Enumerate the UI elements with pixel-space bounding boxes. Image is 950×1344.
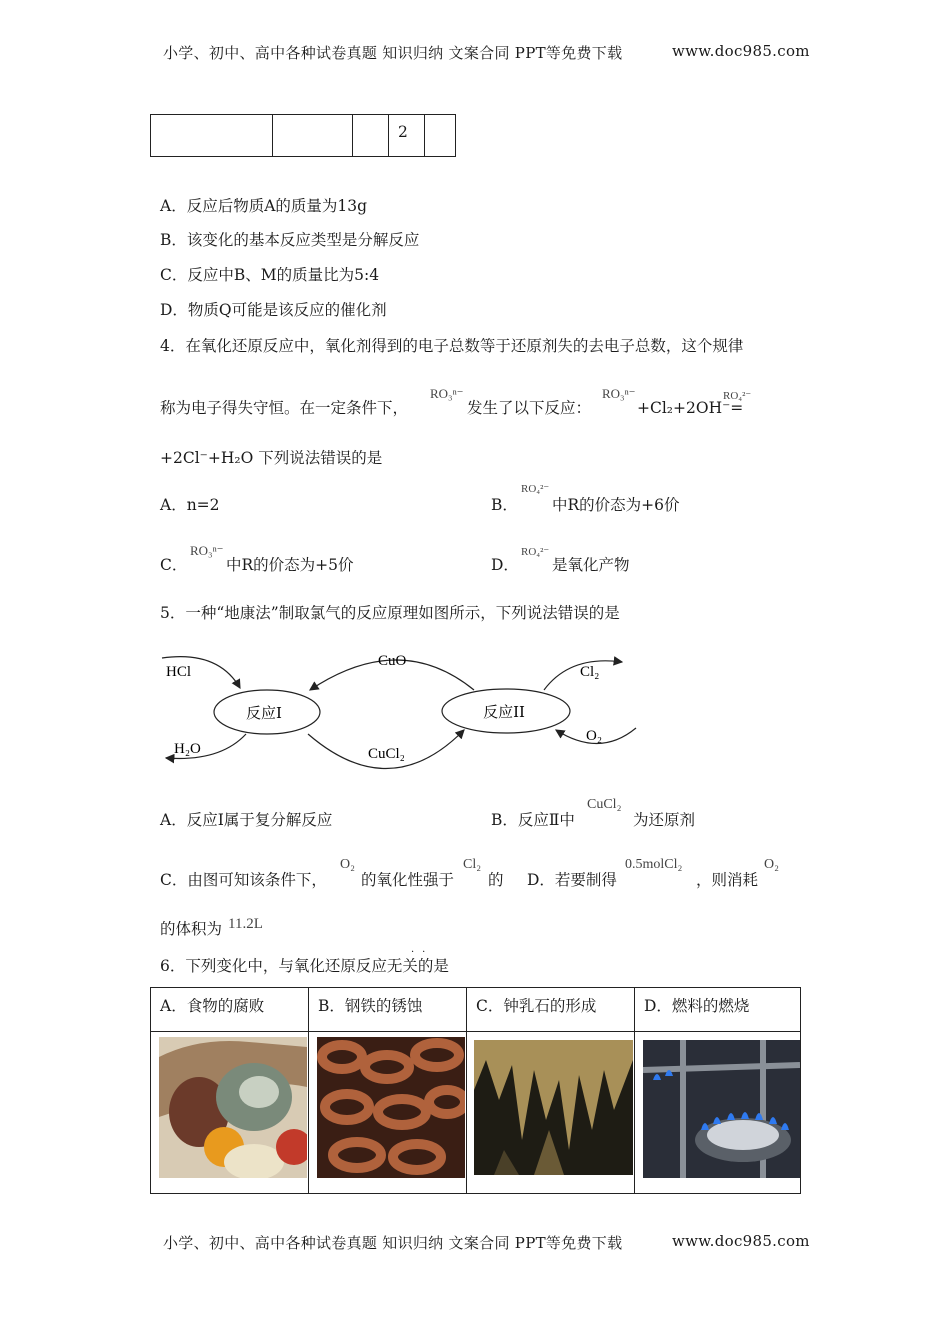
q4-option-c-label: C． (160, 556, 188, 574)
table-cell-value: 2 (398, 123, 408, 141)
q4-option-d-label: D． (491, 556, 519, 574)
q6-option-b: B．钢铁的锈蚀 (318, 997, 423, 1015)
formula-cl2: Cl₂ (463, 857, 482, 872)
q5-option-c-end: 的 (488, 871, 504, 889)
q6-stem: 6．下列变化中，与氧化还原反应无关的是 (160, 957, 449, 975)
table-cell (424, 114, 456, 157)
q5-option-a: A．反应Ⅰ属于复分解反应 (160, 811, 333, 829)
reaction2-label: 反应II (483, 703, 525, 721)
stalactite-cave-image (474, 1040, 633, 1175)
cl2-label: Cl₂ (580, 664, 600, 680)
q4-stem-line1: 4．在氧化还原反应中，氧化剂得到的电子总数等于还原剂失的去电子总数，这个规律 (160, 337, 744, 355)
q3-option-d: D．物质Q可能是该反应的催化剂 (160, 301, 387, 319)
q5-option-d-text: ，则消耗 (696, 871, 759, 889)
formula-o2: O₂ (340, 857, 355, 872)
hcl-label: HCl (166, 664, 192, 680)
q5-option-d-line2: 的体积为 (160, 920, 223, 938)
q5-option-c: C．由图可知该条件下， (160, 871, 327, 889)
emphasis-dots: ·· (411, 947, 434, 958)
rotting-food-image (159, 1037, 307, 1178)
formula-ro42: RO₄²⁻ (723, 390, 752, 402)
formula-0-5molcl2: 0.5molCl₂ (625, 857, 683, 872)
q6-option-d: D．燃料的燃烧 (644, 997, 750, 1015)
footer-url: www.doc985.com (672, 1232, 810, 1250)
formula-volume: 11.2L (228, 916, 263, 932)
q3-option-a: A．反应后物质A的质量为13g (160, 197, 368, 215)
q4-option-b-text: 中R的价态为+6价 (552, 496, 680, 514)
q4-option-b-label: B． (491, 496, 518, 514)
q6-option-a: A．食物的腐败 (160, 997, 265, 1015)
q4-option-a: A．n=2 (160, 496, 220, 514)
formula-ro3n: RO₃ⁿ⁻ (430, 386, 464, 401)
table-cell (352, 114, 389, 157)
q4-option-c-text: 中R的价态为+5价 (226, 556, 354, 574)
q5-option-c-text: 的氧化性强于 (361, 871, 455, 889)
rusty-chains-image (317, 1037, 465, 1178)
formula-ro42: RO₄²⁻ (521, 483, 550, 495)
q4-stem-line2c: +Cl₂+2OH⁻= (637, 399, 744, 417)
cucl2-label: CuCl₂ (368, 746, 405, 762)
q5-option-d: D．若要制得 (527, 871, 617, 889)
q5-option-b: B．反应Ⅱ中 (491, 811, 575, 829)
q4-stem-line2: 称为电子得失守恒。在一定条件下， (160, 399, 409, 417)
formula-ro42: RO₄²⁻ (521, 546, 550, 558)
table-cell (150, 114, 273, 157)
formula-o2: O₂ (764, 857, 779, 872)
q4-option-d-text: 是氧化产物 (552, 556, 630, 574)
formula-cucl2: CuCl₂ (587, 797, 622, 812)
h2o-label: H₂O (174, 741, 201, 757)
o2-label: O₂ (586, 728, 603, 744)
header-url: www.doc985.com (672, 42, 810, 60)
q3-option-b: B．该变化的基本反应类型是分解反应 (160, 231, 420, 249)
q3-option-c: C．反应中B、M的质量比为5:4 (160, 266, 380, 284)
q5-stem: 5．一种“地康法”制取氯气的反应原理如图所示，下列说法错误的是 (160, 604, 620, 622)
header-text: 小学、初中、高中各种试卷真题 知识归纳 文案合同 PPT等免费下载 (163, 44, 623, 62)
table-cell (272, 114, 353, 157)
formula-ro3n: RO₃ⁿ⁻ (190, 543, 224, 558)
deacon-process-diagram (150, 640, 650, 780)
cuo-label: CuO (378, 653, 407, 669)
q4-stem-line2b: 发生了以下反应： (467, 399, 592, 417)
formula-ro3n: RO₃ⁿ⁻ (602, 386, 636, 401)
footer-text: 小学、初中、高中各种试卷真题 知识归纳 文案合同 PPT等免费下载 (163, 1234, 623, 1252)
q6-option-c: C．钟乳石的形成 (476, 997, 597, 1015)
gas-stove-flame-image (643, 1040, 800, 1178)
q4-stem-line3: +2Cl⁻+H₂O 下列说法错误的是 (160, 449, 383, 467)
q5-option-b-text: 为还原剂 (633, 811, 696, 829)
reaction1-label: 反应I (246, 704, 282, 722)
